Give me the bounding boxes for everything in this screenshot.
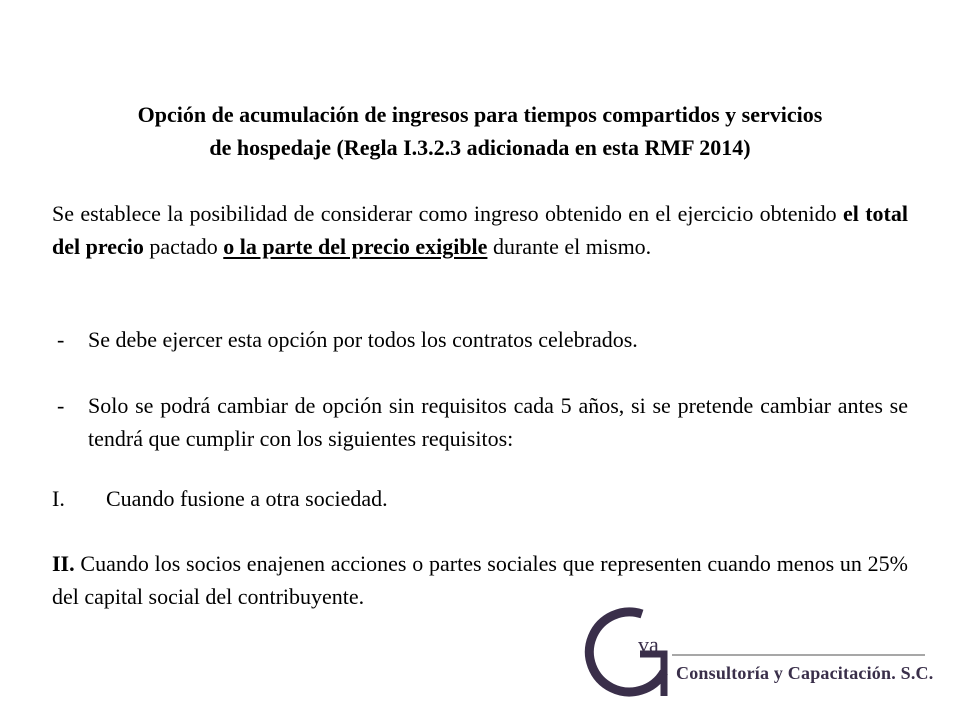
bullet-dash: -: [57, 327, 65, 352]
logo-g-mark-icon: [580, 600, 930, 700]
requirement-text: Cuando los socios enajenen acciones o partes sociales que representen cuando menos un 25% del capital social del contribuyente.: [52, 551, 908, 609]
intro-text-1: Se establece la posibilidad de considerar como ingreso obtenido en el ejercicio obtenido: [52, 201, 843, 226]
intro-text-2: pactado: [143, 234, 224, 259]
bullet-dash: -: [57, 393, 65, 418]
requirement-text: Cuando fusione a otra sociedad.: [106, 486, 388, 511]
bullet-item: [52, 323, 908, 356]
title-line-1: Opción de acumulación de ingresos para tiempos compartidos y servicios: [137, 102, 823, 127]
bullet-text: Se debe ejercer esta opción por todos los contratos celebrados.: [88, 327, 638, 352]
title-line-2: de hospedaje (Regla I.3.2.3 adicionada en esta RMF 2014): [209, 135, 751, 160]
intro-bold-total: el total del precio: [52, 201, 908, 259]
intro-text-3: durante el mismo.: [487, 234, 652, 259]
bullet-text: Solo se podrá cambiar de opción sin requisitos cada 5 años, si se pretende cambiar antes se tendrá que cumplir con los siguientes requisitos:: [88, 393, 908, 451]
bullet-item: [52, 389, 908, 455]
intro-bold-underlined: o la parte del precio exigible: [223, 234, 488, 259]
requirement-item: [52, 482, 908, 515]
requirement-number: II.: [52, 551, 75, 576]
logo-mark-text: va: [638, 632, 659, 657]
requirement-number: I.: [52, 486, 65, 511]
company-logo: [580, 600, 934, 700]
logo-company-name: Consultoría y Capacitación. S.C.: [676, 663, 934, 683]
slide-title: [40, 98, 920, 164]
intro-paragraph: [52, 197, 908, 263]
